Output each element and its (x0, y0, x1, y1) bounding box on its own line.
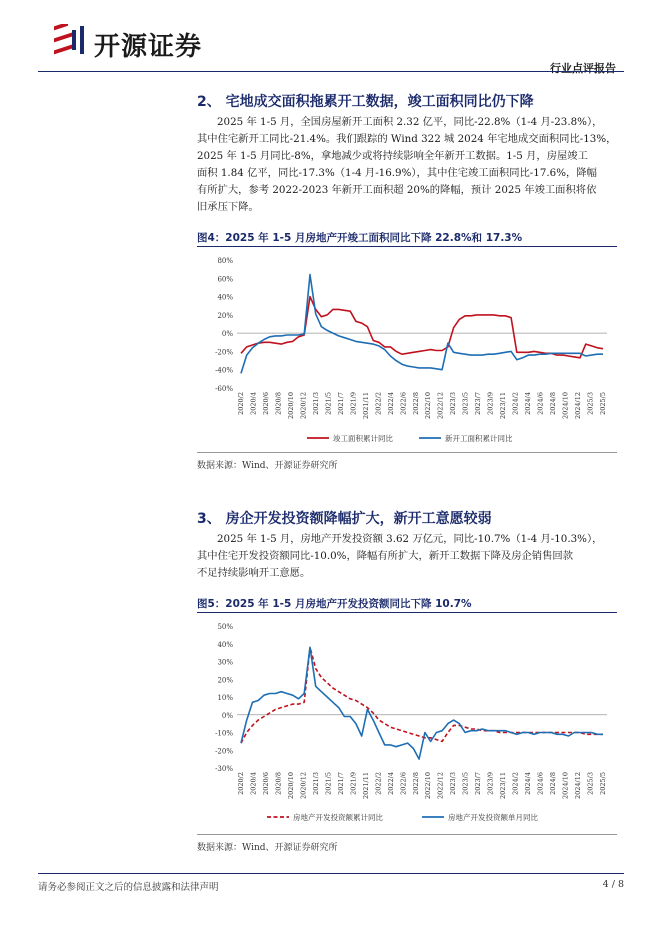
x-tick-label: 2023/3 (449, 392, 458, 415)
section2-title: 2、 宅地成交面积拖累开工数据，竣工面积同比仍下降 (197, 94, 534, 110)
figure4-top-rule (197, 246, 617, 247)
series-line-2 (241, 275, 603, 374)
x-tick-label: 2021/5 (324, 392, 333, 415)
x-tick-label: 2021/11 (361, 392, 370, 420)
figure5-chart (197, 617, 617, 829)
x-tick-label: 2022/6 (399, 392, 408, 415)
section2-line: 旧承压下降。 (197, 201, 259, 213)
y-tick-label: 60% (217, 275, 233, 284)
x-tick-label: 2024/6 (536, 392, 545, 415)
section3-title: 3、 房企开发投资额降幅扩大，新开工意愿较弱 (197, 511, 492, 527)
x-tick-label: 2023/5 (461, 772, 470, 795)
brand-name: 开源证券 (94, 32, 203, 62)
x-tick-label: 2024/10 (561, 392, 570, 420)
y-tick-label: 40% (217, 293, 233, 302)
brand-logo-icon (52, 24, 92, 58)
section3-line: 不足持续影响开工意愿。 (197, 567, 311, 579)
x-tick-label: 2021/3 (311, 772, 320, 795)
x-tick-label: 2023/7 (474, 392, 483, 415)
x-tick-label: 2021/7 (336, 772, 345, 795)
legend-label: 竣工面积累计同比 (333, 434, 393, 443)
x-tick-label: 2020/8 (274, 772, 283, 795)
section2-line: 有所扩大，参考 2022-2023 年新开工面积超 20%的降幅，预计 2025 年竣工面积将依 (197, 184, 597, 196)
x-tick-label: 2020/12 (299, 392, 308, 420)
y-tick-label: -60% (215, 385, 233, 393)
x-tick-label: 2023/9 (486, 392, 495, 415)
x-tick-label: 2021/3 (311, 392, 320, 415)
y-tick-label: 20% (217, 311, 233, 320)
legend-label: 新开工面积累计同比 (445, 434, 513, 443)
series-line-2 (241, 647, 603, 759)
x-tick-label: 2024/8 (549, 392, 558, 415)
x-tick-label: 2022/4 (386, 392, 395, 415)
x-tick-label: 2021/9 (349, 392, 358, 415)
figure4-title: 图4：2025 年 1-5 月房地产开竣工面积同比下降 22.8%和 17.3% (197, 232, 523, 244)
x-tick-label: 2024/10 (561, 772, 570, 800)
x-tick-label: 2024/12 (574, 392, 583, 420)
x-tick-label: 2025/3 (586, 392, 595, 415)
x-tick-label: 2021/9 (349, 772, 358, 795)
x-tick-label: 2022/6 (399, 772, 408, 795)
x-tick-label: 2022/10 (424, 772, 433, 800)
y-tick-label: 80% (217, 257, 233, 265)
x-tick-label: 2024/6 (536, 772, 545, 795)
x-tick-label: 2024/8 (549, 772, 558, 795)
x-tick-label: 2023/5 (461, 392, 470, 415)
x-tick-label: 2024/4 (524, 392, 533, 415)
x-tick-label: 2025/5 (599, 772, 607, 795)
figure4-chart (197, 252, 617, 448)
y-tick-label: -20% (215, 348, 233, 357)
x-tick-label: 2020/12 (299, 772, 308, 800)
page-number: 4 / 8 (602, 879, 624, 890)
x-tick-label: 2024/2 (511, 392, 520, 415)
x-tick-label: 2022/8 (411, 392, 420, 415)
y-tick-label: 30% (217, 658, 233, 667)
y-tick-label: 0% (221, 711, 233, 720)
x-tick-label: 2023/3 (449, 772, 458, 795)
x-tick-label: 2023/7 (474, 772, 483, 795)
section2-line: 2025 年 1-5 月同比-8%，拿地减少或将持续影响全年新开工数据。1-5 月，房屋竣工 (197, 150, 588, 162)
x-tick-label: 2020/6 (261, 772, 270, 795)
section3-line: 2025 年 1-5 月，房地产开发投资额 3.62 万亿元，同比-10.7%（1-4 月-10.3%）， (217, 533, 603, 545)
figure5-title: 图5：2025 年 1-5 月房地产开发投资额同比下降 10.7% (197, 598, 472, 610)
y-tick-label: 0% (221, 330, 233, 339)
legend-label: 房地产开发投资额累计同比 (293, 813, 383, 822)
x-tick-label: 2020/2 (237, 392, 245, 415)
y-tick-label: 50% (217, 623, 233, 631)
y-tick-label: -40% (215, 366, 233, 375)
figure5-bottom-rule (197, 834, 617, 835)
x-tick-label: 2024/12 (574, 772, 583, 800)
x-tick-label: 2020/4 (249, 392, 258, 415)
y-tick-label: -20% (215, 747, 233, 756)
x-tick-label: 2021/7 (336, 392, 345, 415)
x-tick-label: 2024/2 (511, 772, 520, 795)
x-tick-label: 2023/11 (499, 772, 508, 800)
report-type: 行业点评报告 (550, 62, 616, 75)
x-tick-label: 2025/3 (586, 772, 595, 795)
x-tick-label: 2020/8 (274, 392, 283, 415)
x-tick-label: 2023/9 (486, 772, 495, 795)
series-line-1 (241, 647, 603, 743)
y-tick-label: 20% (217, 676, 233, 685)
section3-paragraph (197, 531, 617, 582)
footer-divider (38, 873, 624, 874)
section3-line: 其中住宅开发投资额同比-10.0%，降幅有所扩大，新开工数据下降及房企销售回款 (197, 550, 573, 562)
header-divider (38, 71, 624, 72)
x-tick-label: 2022/12 (436, 772, 445, 800)
section2-line: 2025 年 1-5 月，全国房屋新开工面积 2.32 亿平，同比-22.8%（1-4 月-23.8%）， (217, 116, 603, 128)
footer-disclaimer: 请务必参阅正文之后的信息披露和法律声明 (38, 882, 219, 893)
x-tick-label: 2022/2 (374, 772, 383, 795)
series-line-1 (241, 297, 603, 358)
figure4-bottom-rule (197, 452, 617, 453)
header (38, 18, 624, 75)
x-tick-label: 2024/4 (524, 772, 533, 795)
figure5-source: 数据来源：Wind、开源证券研究所 (197, 843, 338, 853)
x-tick-label: 2022/2 (374, 392, 383, 415)
x-tick-label: 2025/5 (599, 392, 607, 415)
x-tick-label: 2022/12 (436, 392, 445, 420)
x-tick-label: 2021/5 (324, 772, 333, 795)
x-tick-label: 2022/8 (411, 772, 420, 795)
figure5-top-rule (197, 612, 617, 613)
y-tick-label: 40% (217, 640, 233, 649)
figure4-source: 数据来源：Wind、开源证券研究所 (197, 461, 338, 471)
x-tick-label: 2020/2 (237, 772, 245, 795)
section2-paragraph (197, 114, 617, 216)
x-tick-label: 2020/4 (249, 772, 258, 795)
x-tick-label: 2023/11 (499, 392, 508, 420)
y-tick-label: -30% (215, 765, 233, 773)
x-tick-label: 2022/10 (424, 392, 433, 420)
y-tick-label: 10% (217, 694, 233, 702)
x-tick-label: 2021/11 (361, 772, 370, 800)
x-tick-label: 2022/4 (386, 772, 395, 795)
x-tick-label: 2020/10 (286, 392, 295, 420)
x-tick-label: 2020/10 (286, 772, 295, 800)
y-tick-label: -10% (215, 729, 233, 738)
section2-line: 面积 1.84 亿平，同比-17.3%（1-4 月-16.9%），其中住宅竣工面积同比-17.6%，降幅 (197, 167, 597, 179)
section2-line: 其中住宅新开工同比-21.4%。我们跟踪的 Wind 322 城 2024 年宅地成交面积同比-13%， (197, 133, 617, 145)
x-tick-label: 2020/6 (261, 392, 270, 415)
legend-label: 房地产开发投资额单月同比 (448, 813, 538, 822)
